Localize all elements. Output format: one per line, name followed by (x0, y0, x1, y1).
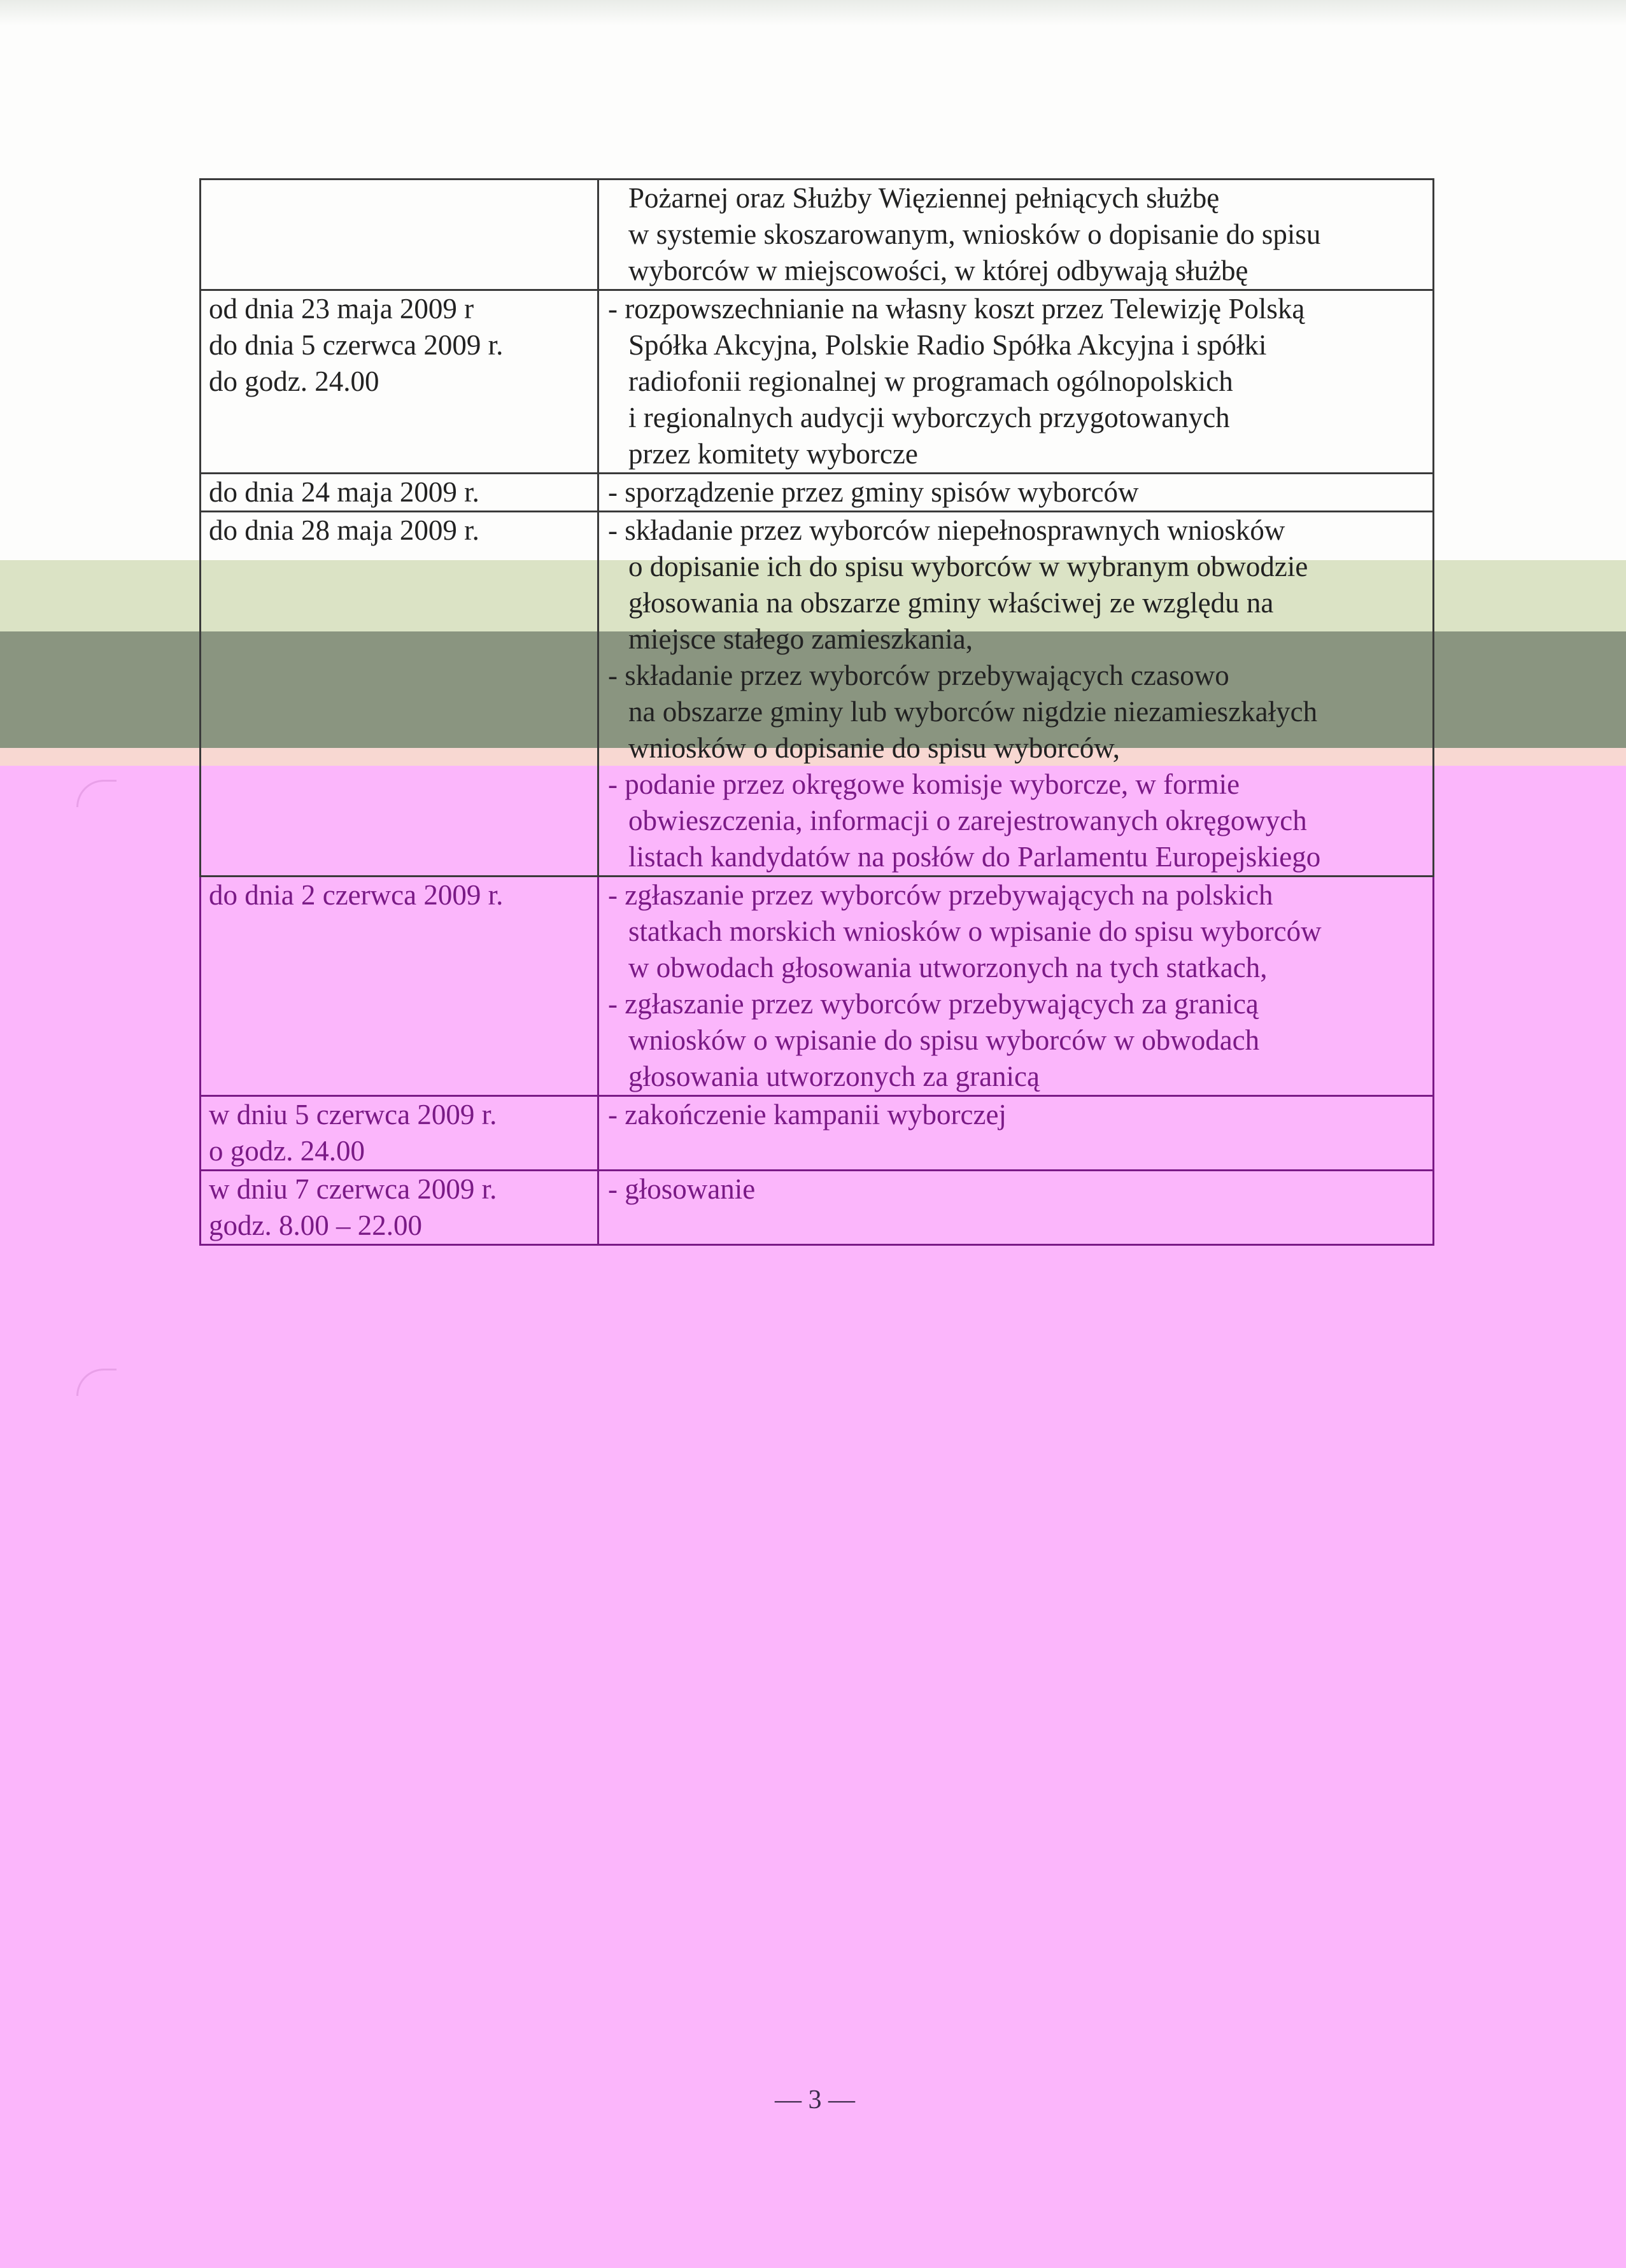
schedule-actions-cell (598, 512, 1434, 877)
action-line: obwieszczenia, informacji o zarejestrowanych okręgowych (628, 805, 1307, 836)
schedule-actions-cell (598, 1171, 1434, 1245)
date-line: do dnia 24 maja 2009 r. (209, 476, 479, 508)
schedule-actions-cell (598, 877, 1434, 1096)
schedule-date-cell (201, 180, 598, 290)
action-line: Spółka Akcyjna, Polskie Radio Spółka Akcyjna i spółki (628, 329, 1267, 361)
action-line: - zgłaszanie przez wyborców przebywających na polskich (608, 879, 1273, 911)
action-line: głosowania utworzonych za granicą (628, 1060, 1040, 1092)
scan-top-strip (0, 0, 1626, 25)
schedule-row (201, 512, 1434, 877)
date-line: o godz. 24.00 (209, 1135, 365, 1167)
action-line: głosowania na obszarze gminy właściwej ze względu na (628, 587, 1274, 619)
schedule-date-cell (201, 474, 598, 512)
date-line: do dnia 2 czerwca 2009 r. (209, 879, 504, 911)
schedule-actions-cell (598, 474, 1434, 512)
date-line: w dniu 5 czerwca 2009 r. (209, 1099, 497, 1130)
date-line: do dnia 5 czerwca 2009 r. (209, 329, 504, 361)
schedule-row (201, 1096, 1434, 1171)
schedule-row (201, 290, 1434, 474)
action-line: - podanie przez okręgowe komisje wyborcze, w formie (608, 768, 1240, 800)
action-line: statkach morskich wniosków o wpisanie do spisu wyborców (628, 915, 1322, 947)
action-line: - rozpowszechnianie na własny koszt przez Telewizję Polską (608, 293, 1305, 325)
schedule-row (201, 180, 1434, 290)
action-line: miejsce stałego zamieszkania, (628, 623, 973, 655)
date-line: w dniu 7 czerwca 2009 r. (209, 1173, 497, 1205)
schedule-actions-cell (598, 290, 1434, 474)
date-line: do godz. 24.00 (209, 365, 379, 397)
schedule-actions-cell (598, 1096, 1434, 1171)
action-line: w obwodach głosowania utworzonych na tych statkach, (628, 952, 1268, 983)
action-line: na obszarze gminy lub wyborców nigdzie niezamieszkałych (628, 696, 1318, 728)
date-line: godz. 8.00 – 22.00 (209, 1209, 422, 1241)
date-line: od dnia 23 maja 2009 r (209, 293, 474, 325)
action-line: w systemie skoszarowanym, wniosków o dopisanie do spisu (628, 218, 1321, 250)
schedule-date-cell (201, 512, 598, 877)
action-line: - zgłaszanie przez wyborców przebywających za granicą (608, 988, 1259, 1020)
action-line: radiofonii regionalnej w programach ogólnopolskich (628, 365, 1233, 397)
action-line: przez komitety wyborcze (628, 438, 918, 470)
schedule-date-cell (201, 290, 598, 474)
action-line: wyborców w miejscowości, w której odbywają służbę (628, 255, 1248, 286)
action-line: - sporządzenie przez gminy spisów wyborców (608, 476, 1139, 508)
page-number: — 3 — (775, 2085, 855, 2115)
action-line: o dopisanie ich do spisu wyborców w wybranym obwodzie (628, 551, 1308, 582)
action-line: Pożarnej oraz Służby Więziennej pełniących służbę (628, 182, 1220, 214)
schedule-actions-cell (598, 180, 1434, 290)
election-schedule-table (199, 178, 1434, 1246)
schedule-row (201, 474, 1434, 512)
action-line: wniosków o wpisanie do spisu wyborców w obwodach (628, 1024, 1260, 1056)
date-line: do dnia 28 maja 2009 r. (209, 514, 479, 546)
schedule-row (201, 877, 1434, 1096)
action-line: i regionalnych audycji wyborczych przygotowanych (628, 402, 1230, 433)
schedule-date-cell (201, 1171, 598, 1245)
action-line: wniosków o dopisanie do spisu wyborców, (628, 732, 1121, 764)
action-line: - głosowanie (608, 1173, 756, 1205)
schedule-date-cell (201, 1096, 598, 1171)
schedule-row (201, 1171, 1434, 1245)
action-line: - składanie przez wyborców przebywających czasowo (608, 659, 1229, 691)
action-line: listach kandydatów na posłów do Parlamentu Europejskiego (628, 841, 1321, 873)
schedule-date-cell (201, 877, 598, 1096)
action-line: - zakończenie kampanii wyborczej (608, 1099, 1007, 1130)
action-line: - składanie przez wyborców niepełnosprawnych wniosków (608, 514, 1285, 546)
